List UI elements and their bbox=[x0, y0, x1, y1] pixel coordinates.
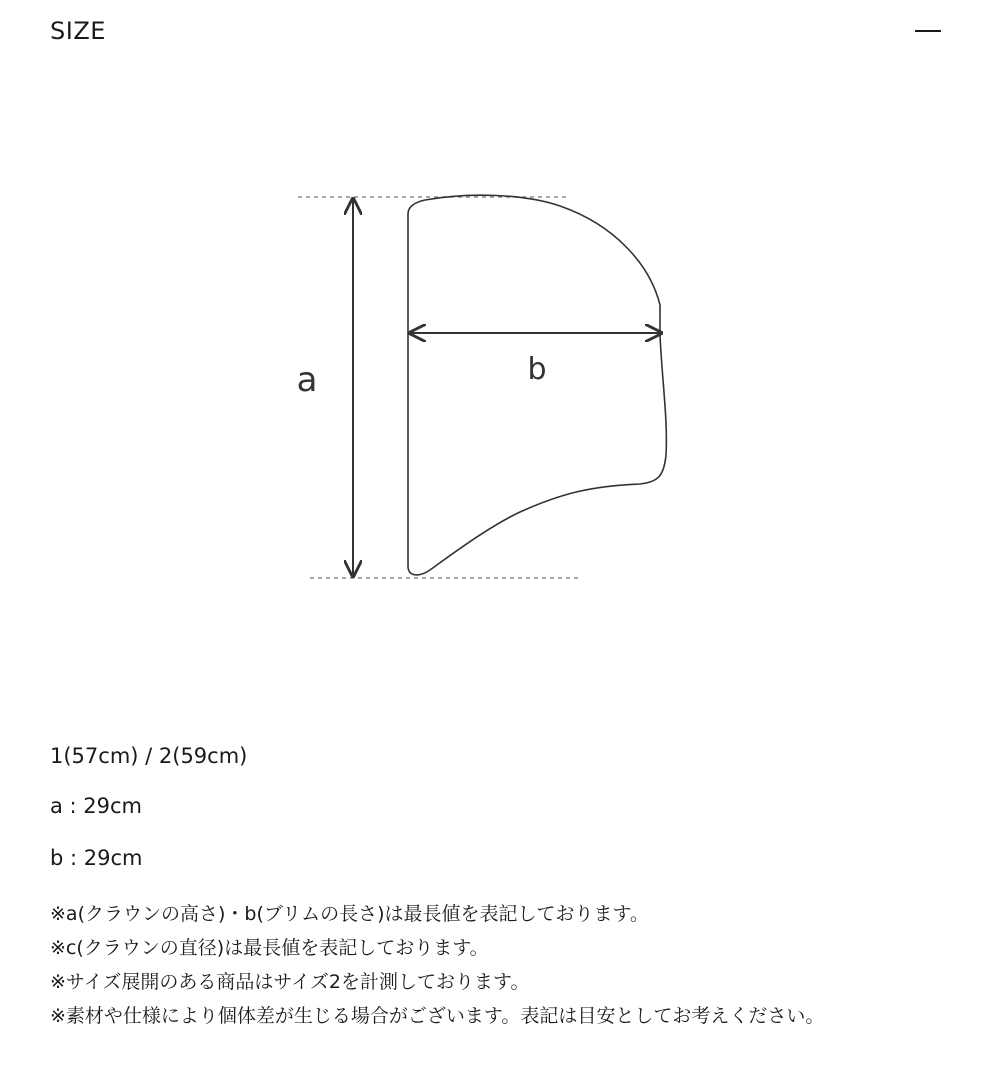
note-item: ※c(クラウンの直径)は最長値を表記しております。 bbox=[50, 937, 489, 959]
dimension-a-label: a bbox=[296, 360, 318, 400]
section-title: SIZE bbox=[50, 17, 106, 45]
dimension-b-label: b bbox=[527, 352, 547, 387]
size-options: 1(57cm) / 2(59cm) bbox=[50, 744, 248, 768]
note-item: ※サイズ展開のある商品はサイズ2を計測しております。 bbox=[50, 971, 530, 993]
note-item: ※a(クラウンの高さ)・b(ブリムの長さ)は最長値を表記しております。 bbox=[50, 903, 649, 925]
note-item: ※素材や仕様により個体差が生じる場合がございます。表記は目安としてお考えください。 bbox=[50, 1005, 825, 1027]
size-notes bbox=[50, 897, 950, 1033]
spec-a: a : 29cm bbox=[50, 794, 143, 818]
spec-b: b : 29cm bbox=[50, 846, 143, 870]
